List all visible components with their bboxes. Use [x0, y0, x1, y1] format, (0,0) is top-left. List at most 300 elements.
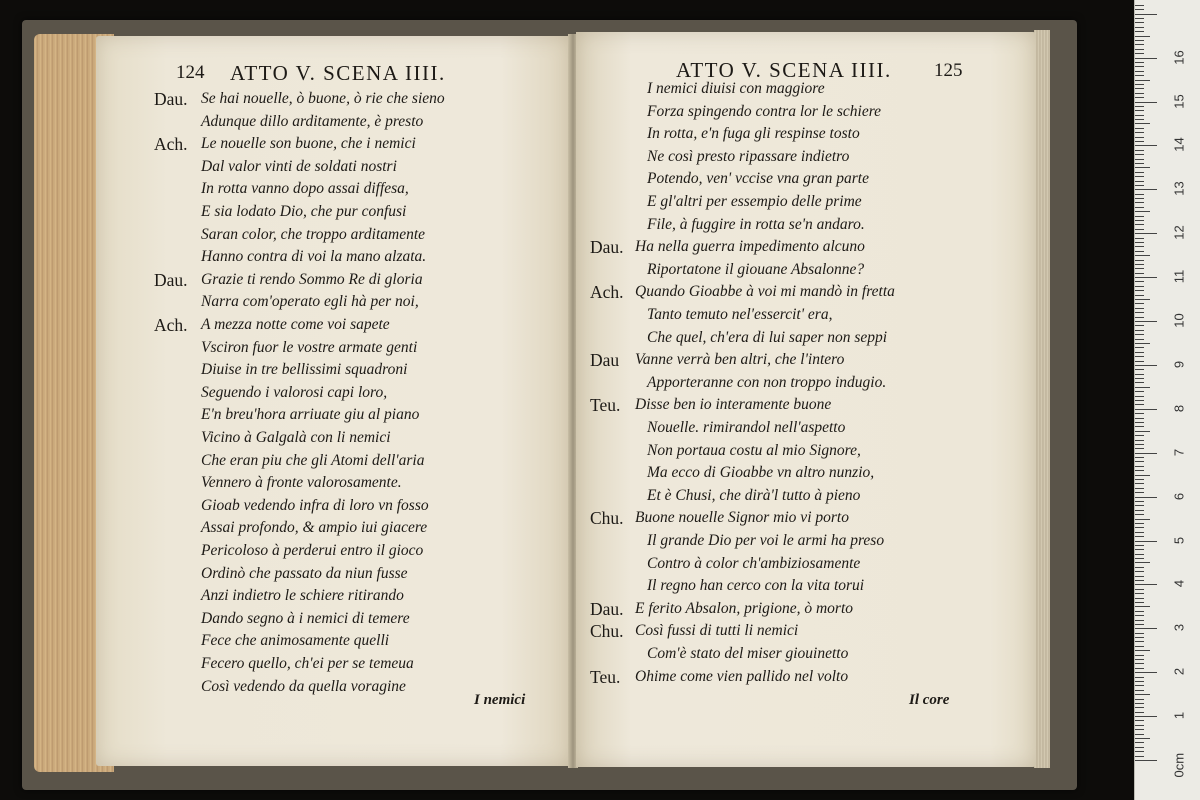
- ruler-tick: [1135, 567, 1144, 568]
- ruler-tick: [1135, 295, 1144, 296]
- ruler-tick: [1135, 431, 1150, 432]
- ruler-tick: [1135, 435, 1144, 436]
- ruler-tick: [1135, 641, 1144, 642]
- verse-text: Vanne verrà ben altri, che l'intero: [635, 351, 845, 369]
- speaker-label: Teu.: [590, 666, 621, 687]
- ruler-tick: [1135, 409, 1157, 410]
- ruler-tick: [1135, 606, 1150, 607]
- ruler-tick: [1135, 9, 1144, 10]
- ruler-tick: [1135, 36, 1150, 37]
- ruler-tick: [1135, 699, 1144, 700]
- ruler-tick: [1135, 290, 1144, 291]
- text-line: [154, 678, 614, 701]
- ruler-tick: [1135, 40, 1144, 41]
- verse-text: Fece che animosamente quelli: [201, 632, 390, 650]
- verse-text: In rotta vanno dopo assai diffesa,: [201, 180, 409, 198]
- ruler-tick: [1135, 501, 1144, 502]
- speaker-label: Dau.: [154, 269, 188, 290]
- ruler-tick: [1135, 163, 1144, 164]
- ruler-tick: [1135, 369, 1144, 370]
- verse-text: Così fussi di tutti li nemici: [635, 622, 799, 640]
- speaker-label: Ach.: [154, 315, 188, 335]
- text-line: [590, 555, 1050, 578]
- ruler-tick: [1135, 475, 1150, 476]
- ruler-number: 1: [1171, 711, 1187, 720]
- ruler-tick: [1135, 246, 1144, 247]
- ruler-number: 6: [1171, 492, 1187, 500]
- verse-text: Gioab vedendo infra di loro vn fosso: [201, 496, 429, 514]
- verse-text: Adunque dillo arditamente, è presto: [201, 112, 424, 130]
- verse-text: Che eran piu che gli Atomi dell'aria: [201, 451, 425, 469]
- left-page-header: ATTO V. SCENA IIII.: [230, 61, 446, 85]
- verse-text: Che quel, ch'era di lui saper non seppi: [647, 328, 888, 346]
- ruler-tick: [1135, 694, 1150, 695]
- ruler-tick: [1135, 150, 1144, 151]
- ruler-tick: [1135, 273, 1144, 274]
- ruler-number: 7: [1171, 448, 1187, 456]
- right-page: [576, 32, 1036, 767]
- ruler-tick: [1135, 751, 1144, 752]
- ruler-tick: [1135, 334, 1144, 335]
- ruler-tick: [1135, 106, 1144, 107]
- verse-text: Saran color, che troppo arditamente: [201, 225, 426, 243]
- ruler-tick: [1135, 31, 1144, 32]
- text-line: [154, 293, 614, 316]
- text-line: [154, 519, 614, 542]
- ruler-tick: [1135, 159, 1144, 160]
- ruler-tick: [1135, 343, 1150, 344]
- ruler-tick: [1135, 532, 1144, 533]
- ruler-tick: [1135, 413, 1144, 414]
- ruler-tick: [1135, 167, 1150, 168]
- ruler-tick: [1135, 536, 1144, 537]
- ruler-tick: [1135, 207, 1144, 208]
- ruler-tick: [1135, 110, 1144, 111]
- ruler-number: 2: [1171, 668, 1187, 676]
- ruler-tick: [1135, 716, 1157, 717]
- text-line: [154, 542, 614, 565]
- ruler-tick: [1135, 519, 1150, 520]
- ruler-tick: [1135, 303, 1144, 304]
- ruler-tick: [1135, 589, 1144, 590]
- text-line: [590, 306, 1050, 329]
- text-line: [154, 384, 614, 407]
- ruler-number: 9: [1171, 360, 1187, 369]
- verse-text: Seguendo i valorosi capi loro,: [201, 383, 388, 401]
- ruler-tick: [1135, 308, 1144, 309]
- text-line: [154, 339, 614, 362]
- text-line: [590, 577, 1050, 600]
- ruler-tick: [1135, 356, 1144, 357]
- ruler-tick: [1135, 422, 1144, 423]
- ruler-tick: [1135, 720, 1144, 721]
- text-line: [590, 125, 1050, 148]
- verse-text: Et è Chusi, che dirà'l tutto à pieno: [647, 486, 861, 504]
- text-line: [154, 248, 614, 271]
- text-line: [590, 80, 1050, 103]
- ruler-tick: [1135, 448, 1144, 449]
- ruler-tick: [1135, 391, 1144, 392]
- verse-text: Narra com'operato egli hà per noi,: [201, 293, 419, 311]
- verse-text: File, à fuggire in rotta se'n andaro.: [647, 215, 865, 233]
- verse-text: Così vedendo da quella voragine: [201, 677, 406, 695]
- ruler-tick: [1135, 216, 1144, 217]
- speaker-label: Dau: [590, 350, 620, 371]
- ruler-tick: [1135, 527, 1144, 528]
- ruler-tick: [1135, 154, 1144, 155]
- ruler-tick: [1135, 93, 1144, 94]
- verse-text: Contro à color ch'ambiziosamente: [647, 554, 861, 572]
- ruler-tick: [1135, 426, 1144, 427]
- ruler-tick: [1135, 703, 1144, 704]
- verse-text: Assai profondo, & ampio iui giacere: [201, 519, 428, 537]
- verse-text: Nouelle. rimirandol nell'aspetto: [647, 419, 846, 436]
- ruler-tick: [1135, 185, 1144, 186]
- ruler-tick: [1135, 137, 1144, 138]
- ruler-tick: [1135, 361, 1144, 362]
- verse-text: Vsciron fuor le vostre armate genti: [201, 338, 418, 356]
- ruler-tick: [1135, 707, 1144, 708]
- text-line: [154, 429, 614, 452]
- ruler-tick: [1135, 97, 1144, 98]
- ruler-tick: [1135, 712, 1144, 713]
- ruler-number: 5: [1171, 536, 1187, 544]
- text-line: [154, 610, 614, 633]
- ruler-number: 10: [1171, 313, 1187, 328]
- ruler-tick: [1135, 84, 1144, 85]
- ruler-number: 11: [1171, 269, 1187, 284]
- ruler-tick: [1135, 655, 1144, 656]
- ruler-tick: [1135, 611, 1144, 612]
- speaker-label: Ach.: [590, 282, 624, 303]
- verse-text: E sia lodato Dio, che pur confusi: [201, 203, 407, 220]
- text-line: [154, 406, 614, 429]
- text-line: [154, 271, 614, 294]
- ruler-tick: [1135, 457, 1144, 458]
- text-line: [154, 113, 614, 136]
- ruler-tick: [1135, 466, 1144, 467]
- ruler-tick: [1135, 514, 1144, 515]
- text-line: [154, 655, 614, 678]
- ruler-tick: [1135, 14, 1157, 15]
- verse-text: I nemici diuisi con maggiore: [647, 80, 825, 97]
- ruler-tick: [1135, 277, 1157, 278]
- speaker-label: Teu.: [590, 395, 621, 416]
- text-line: [590, 464, 1050, 487]
- ruler-tick: [1135, 251, 1144, 252]
- verse-text: E gl'altri per essempio delle prime: [647, 193, 862, 210]
- left-page-number: 124: [176, 62, 205, 83]
- ruler-tick: [1135, 637, 1144, 638]
- ruler-tick: [1135, 400, 1144, 401]
- ruler-tick: [1135, 576, 1144, 577]
- ruler-tick: [1135, 598, 1144, 599]
- text-line: [154, 203, 614, 226]
- ruler-tick: [1135, 5, 1144, 6]
- text-line: [590, 283, 1050, 306]
- ruler-tick: [1135, 71, 1144, 72]
- ruler-tick: [1135, 756, 1144, 757]
- ruler-tick: [1135, 492, 1144, 493]
- ruler-tick: [1135, 378, 1144, 379]
- ruler-tick: [1135, 558, 1144, 559]
- right-page-number: 125: [934, 60, 963, 81]
- ruler-tick: [1135, 123, 1150, 124]
- ruler-tick: [1135, 172, 1144, 173]
- right-catchword: Il core: [909, 692, 950, 708]
- ruler-tick: [1135, 49, 1144, 50]
- ruler-tick: [1135, 264, 1144, 265]
- ruler-tick: [1135, 453, 1157, 454]
- text-line: [590, 261, 1050, 284]
- ruler-tick: [1135, 312, 1144, 313]
- text-line: [590, 216, 1050, 239]
- speaker-label: Dau.: [154, 89, 188, 109]
- ruler-tick: [1135, 505, 1144, 506]
- text-line: [590, 351, 1050, 374]
- text-line: [590, 148, 1050, 171]
- ruler-tick: [1135, 299, 1150, 300]
- ruler-tick: [1135, 382, 1144, 383]
- verse-text: Il regno han cerco con la vita torui: [647, 577, 865, 595]
- ruler-tick: [1135, 541, 1157, 542]
- verse-text: Potendo, ven' vccise vna gran parte: [647, 170, 869, 188]
- verse-text: Tanto temuto nel'essercit' era,: [647, 306, 833, 323]
- left-page: [96, 36, 572, 766]
- ruler-tick: [1135, 365, 1157, 366]
- ruler-number: 12: [1171, 225, 1187, 240]
- ruler-tick: [1135, 580, 1144, 581]
- text-line: [154, 135, 614, 158]
- ruler-tick: [1135, 224, 1144, 225]
- ruler-tick: [1135, 571, 1144, 572]
- ruler-tick: [1135, 347, 1144, 348]
- verse-text: A mezza notte come voi sapete: [201, 316, 390, 333]
- ruler-tick: [1135, 128, 1144, 129]
- verse-text: Il grande Dio per voi le armi ha preso: [647, 532, 885, 549]
- ruler-tick: [1135, 545, 1144, 546]
- ruler-tick: [1135, 646, 1144, 647]
- ruler-tick: [1135, 685, 1144, 686]
- verse-text: Riportatone il giouane Absalonne?: [647, 260, 865, 278]
- verse-text: In rotta, e'n fuga gli respinse tosto: [647, 125, 860, 143]
- text-line: [154, 180, 614, 203]
- ruler-tick: [1135, 281, 1144, 282]
- verse-text: E ferito Absalon, prigione, ò morto: [635, 599, 854, 617]
- ruler-tick: [1135, 479, 1144, 480]
- verse-text: Forza spingendo contra lor le schiere: [647, 102, 882, 120]
- ruler-tick: [1135, 672, 1157, 673]
- ruler-tick: [1135, 738, 1150, 739]
- measurement-ruler: [1134, 0, 1200, 800]
- verse-text: Fecero quello, ch'ei per se temeua: [201, 655, 414, 672]
- ruler-tick: [1135, 562, 1150, 563]
- ruler-tick: [1135, 202, 1144, 203]
- verse-text: Hanno contra di voi la mano alzata.: [201, 248, 427, 266]
- ruler-tick: [1135, 483, 1144, 484]
- ruler-tick: [1135, 145, 1157, 146]
- verse-text: Diuise in tre bellissimi squadroni: [201, 361, 408, 379]
- ruler-tick: [1135, 615, 1144, 616]
- ruler-tick: [1135, 102, 1157, 103]
- verse-text: Non portaua costu al mio Signore,: [647, 441, 861, 459]
- text-line: [154, 565, 614, 588]
- text-line: [154, 497, 614, 520]
- text-line: [590, 329, 1050, 352]
- ruler-tick: [1135, 286, 1144, 287]
- ruler-tick: [1135, 352, 1144, 353]
- text-line: [590, 396, 1050, 419]
- ruler-tick: [1135, 242, 1144, 243]
- verse-text: Se hai nouelle, ò buone, ò rie che sieno: [201, 90, 445, 107]
- speaker-label: Dau.: [590, 598, 624, 619]
- verse-text: Le nouelle son buone, che i nemici: [201, 135, 416, 153]
- text-line: [590, 103, 1050, 126]
- verse-text: Pericoloso à perderui entro il gioco: [201, 542, 424, 559]
- ruler-tick: [1135, 742, 1144, 743]
- ruler-tick: [1135, 620, 1144, 621]
- ruler-tick: [1135, 663, 1144, 664]
- verse-text: Buone nouelle Signor mio vi porto: [635, 509, 849, 527]
- ruler-tick: [1135, 418, 1144, 419]
- text-line: [590, 374, 1050, 397]
- ruler-unit-label: 0cm: [1171, 752, 1187, 778]
- ruler-tick: [1135, 115, 1144, 116]
- ruler-tick: [1135, 681, 1144, 682]
- verse-text: E'n breu'hora arriuate giu al piano: [201, 406, 420, 424]
- ruler-tick: [1135, 593, 1144, 594]
- ruler-tick: [1135, 725, 1144, 726]
- ruler-tick: [1135, 66, 1144, 67]
- ruler-tick: [1135, 229, 1144, 230]
- ruler-tick: [1135, 58, 1157, 59]
- ruler-tick: [1135, 677, 1144, 678]
- ruler-tick: [1135, 602, 1144, 603]
- text-line: [590, 238, 1050, 261]
- text-line: [154, 158, 614, 181]
- ruler-number: 4: [1171, 580, 1187, 588]
- ruler-tick: [1135, 330, 1144, 331]
- verse-text: Ma ecco di Gioabbe vn altro nunzio,: [647, 464, 875, 482]
- ruler-tick: [1135, 27, 1144, 28]
- text-line: [590, 532, 1050, 555]
- ruler-tick: [1135, 461, 1144, 462]
- ruler-tick: [1135, 549, 1144, 550]
- text-line: [590, 170, 1050, 193]
- ruler-tick: [1135, 53, 1144, 54]
- ruler-tick: [1135, 44, 1144, 45]
- ruler-tick: [1135, 18, 1144, 19]
- verse-text: Disse ben io interamente buone: [635, 396, 832, 414]
- ruler-tick: [1135, 119, 1144, 120]
- ruler-tick: [1135, 325, 1144, 326]
- ruler-tick: [1135, 747, 1144, 748]
- text-line: [590, 600, 1050, 623]
- text-line: [154, 316, 614, 339]
- ruler-tick: [1135, 628, 1157, 629]
- text-line: [154, 474, 614, 497]
- ruler-tick: [1135, 233, 1157, 234]
- verse-text: Ohime come vien pallido nel volto: [635, 667, 849, 685]
- ruler-number: 8: [1171, 404, 1187, 412]
- ruler-tick: [1135, 80, 1150, 81]
- ruler-number: 3: [1171, 624, 1187, 632]
- ruler-tick: [1135, 659, 1144, 660]
- verse-text: Ordinò che passato da niun fusse: [201, 564, 408, 582]
- text-line: [590, 668, 1050, 691]
- ruler-tick: [1135, 404, 1144, 405]
- ruler-tick: [1135, 497, 1157, 498]
- ruler-tick: [1135, 584, 1157, 585]
- right-page-header: ATTO V. SCENA IIII.: [676, 58, 892, 82]
- ruler-tick: [1135, 339, 1144, 340]
- ruler-tick: [1135, 260, 1144, 261]
- text-line: [590, 622, 1050, 645]
- ruler-tick: [1135, 317, 1144, 318]
- ruler-tick: [1135, 194, 1144, 195]
- ruler-number: 14: [1171, 137, 1187, 153]
- ruler-tick: [1135, 132, 1144, 133]
- verse-text: Ne così presto ripassare indietro: [647, 147, 850, 165]
- verse-text: Vennero à fronte valorosamente.: [201, 474, 402, 492]
- text-line: [154, 632, 614, 655]
- text-line: [590, 442, 1050, 465]
- ruler-tick: [1135, 650, 1150, 651]
- text-line: [590, 419, 1050, 442]
- ruler-tick: [1135, 238, 1144, 239]
- text-line: [154, 361, 614, 384]
- ruler-tick: [1135, 440, 1144, 441]
- ruler-tick: [1135, 470, 1144, 471]
- ruler-tick: [1135, 690, 1144, 691]
- ruler-tick: [1135, 255, 1150, 256]
- text-line: [590, 509, 1050, 532]
- ruler-tick: [1135, 374, 1144, 375]
- ruler-tick: [1135, 624, 1144, 625]
- ruler-tick: [1135, 510, 1144, 511]
- text-line: [590, 487, 1050, 510]
- verse-text: Dando segno à i nemici di temere: [201, 609, 410, 627]
- verse-text: Apporteranne con non troppo indugio.: [647, 373, 887, 391]
- ruler-tick: [1135, 176, 1144, 177]
- verse-text: Vicino à Galgalà con li nemici: [201, 429, 391, 446]
- verse-text: Quando Gioabbe à voi mi mandò in fretta: [635, 283, 895, 301]
- text-line: [154, 226, 614, 249]
- ruler-tick: [1135, 396, 1144, 397]
- ruler-tick: [1135, 523, 1144, 524]
- speaker-label: Dau.: [590, 237, 624, 258]
- ruler-tick: [1135, 633, 1144, 634]
- ruler-tick: [1135, 189, 1157, 190]
- ruler-tick: [1135, 444, 1144, 445]
- speaker-label: Chu.: [590, 621, 624, 642]
- verse-text: Grazie ti rendo Sommo Re di gloria: [201, 270, 423, 288]
- verse-text: Com'è stato del miser giouinetto: [647, 645, 849, 662]
- left-catchword: I nemici: [474, 692, 526, 708]
- text-line: [590, 645, 1050, 668]
- text-line: [154, 90, 614, 113]
- ruler-tick: [1135, 760, 1157, 761]
- ruler-tick: [1135, 734, 1144, 735]
- ruler-tick: [1135, 554, 1144, 555]
- ruler-tick: [1135, 22, 1144, 23]
- ruler-number: 15: [1171, 93, 1187, 109]
- ruler-tick: [1135, 387, 1150, 388]
- ruler-tick: [1135, 268, 1144, 269]
- speaker-label: Ach.: [154, 134, 188, 155]
- ruler-tick: [1135, 220, 1144, 221]
- verse-text: Anzi indietro le schiere ritirando: [201, 587, 404, 605]
